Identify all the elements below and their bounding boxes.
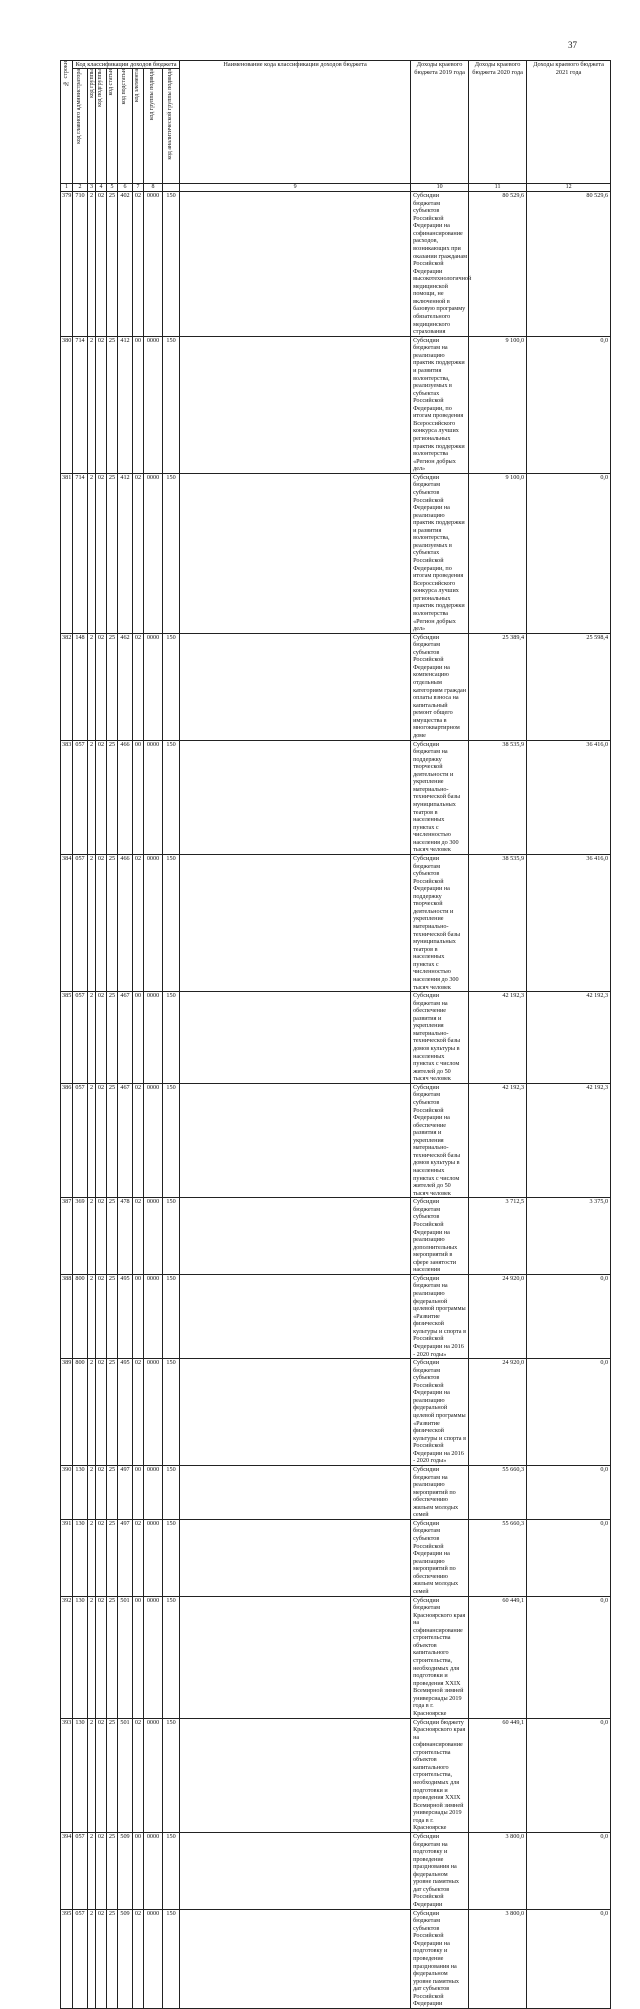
- income-name-cell: Субсидии бюджетам субъектов Российской Федерации на реализацию федеральной целевой программы «Развитие физической культуры и спорта в Российской Федерации на 2016 - 2020 годы»: [411, 1359, 469, 1466]
- row-number: 386: [61, 1083, 73, 1197]
- code-cell: 00: [133, 992, 144, 1084]
- row-number: 380: [61, 336, 73, 473]
- spacer-cell: [180, 1596, 411, 1718]
- code-cell: 2: [88, 1596, 96, 1718]
- row-number: 381: [61, 473, 73, 633]
- code-cell: 2: [88, 992, 96, 1084]
- code-cell: 130: [73, 1718, 88, 1832]
- value-2020-cell: 36 416,0: [527, 740, 611, 854]
- income-name-cell: Субсидии бюджетам на реализацию мероприятий по обеспечению жильем молодых семей: [411, 1465, 469, 1519]
- code-cell: 25: [107, 1465, 118, 1519]
- code-cell: 25: [107, 1832, 118, 1909]
- code-cell: 466: [118, 740, 133, 854]
- spacer-cell: [180, 1465, 411, 1519]
- code-col-header: код группы: [88, 69, 96, 184]
- code-cell: 150: [163, 473, 180, 633]
- code-cell: 02: [133, 1198, 144, 1275]
- table-row: [61, 1198, 611, 1275]
- code-cell: 2: [88, 1718, 96, 1832]
- row-number: 387: [61, 1198, 73, 1275]
- code-cell: 25: [107, 854, 118, 991]
- code-cell: 25: [107, 473, 118, 633]
- value-2020-cell: 0,0: [527, 1465, 611, 1519]
- code-cell: 02: [133, 1519, 144, 1596]
- code-cell: 25: [107, 633, 118, 740]
- income-name-cell: Субсидии бюджетам субъектов Российской Федерации на реализацию практик поддержки и развития волонтерства, реализуемых в субъектах Российской Федерации, по итогам проведения Всероссийского конкурса лучших региональных практик поддержки волонтерства «Регион добрых дел»: [411, 473, 469, 633]
- code-cell: 0000: [144, 1198, 163, 1275]
- row-number: 383: [61, 740, 73, 854]
- income-name-cell: Субсидии бюджетам Красноярского края на софинансирование строительства объектов капитального строительства, необходимых для подготовки и проведения XXIX Всемирной зимней универсиады 2019 года в г. Красноярске: [411, 1596, 469, 1718]
- code-cell: 130: [73, 1465, 88, 1519]
- code-cell: 130: [73, 1596, 88, 1718]
- code-group-header: Код классификации доходов бюджета: [73, 61, 180, 69]
- spacer-cell: [180, 192, 411, 337]
- value-2020-cell: 0,0: [527, 473, 611, 633]
- row-no-header: [61, 61, 73, 184]
- code-cell: 02: [96, 1519, 107, 1596]
- code-col-header: код статьи: [107, 69, 118, 184]
- code-cell: 150: [163, 1274, 180, 1358]
- code-cell: 509: [118, 1909, 133, 2008]
- income-name-cell: Субсидии бюджетам на поддержку творческой деятельности и укрепление материально-технической базы муниципальных театров в населенных пунктах с численностью населения до 300 тысяч человек: [411, 740, 469, 854]
- code-cell: 25: [107, 1198, 118, 1275]
- code-cell: 150: [163, 1718, 180, 1832]
- code-cell: 057: [73, 992, 88, 1084]
- code-cell: 25: [107, 1359, 118, 1466]
- code-cell: 0000: [144, 854, 163, 991]
- code-cell: 25: [107, 1909, 118, 2008]
- value-2019-cell: 42 192,3: [469, 992, 527, 1084]
- code-cell: 714: [73, 336, 88, 473]
- code-cell: 02: [96, 1274, 107, 1358]
- code-cell: 402: [118, 192, 133, 337]
- income-name-cell: Субсидии бюджетам субъектов Российской Федерации на поддержку творческой деятельности и укрепление материально-технической базы муниципальных театров в населенных пунктах с численностью населения до 300 тысяч человек: [411, 854, 469, 991]
- page-number: 37: [568, 40, 577, 50]
- code-cell: 057: [73, 1083, 88, 1197]
- value-2019-cell: 3 712,5: [469, 1198, 527, 1275]
- code-cell: 00: [133, 1274, 144, 1358]
- value-2020-cell: 0,0: [527, 1718, 611, 1832]
- spacer-cell: [180, 336, 411, 473]
- code-cell: 150: [163, 192, 180, 337]
- code-cell: 150: [163, 1519, 180, 1596]
- code-cell: 02: [96, 1083, 107, 1197]
- code-cell: 2: [88, 854, 96, 991]
- value-2020-cell: 36 416,0: [527, 854, 611, 991]
- row-number: 379: [61, 192, 73, 337]
- code-cell: 0000: [144, 740, 163, 854]
- code-cell: 150: [163, 1198, 180, 1275]
- value-2020-cell: 3 375,0: [527, 1198, 611, 1275]
- col-number: 8: [144, 184, 163, 192]
- spacer-cell: [180, 1519, 411, 1596]
- code-cell: 150: [163, 1083, 180, 1197]
- table-row: [61, 192, 611, 337]
- code-cell: 25: [107, 740, 118, 854]
- value-2020-cell: 0,0: [527, 1832, 611, 1909]
- code-cell: 02: [133, 1359, 144, 1466]
- table-row: [61, 1274, 611, 1358]
- table-row: [61, 1083, 611, 1197]
- value-2019-cell: 60 449,1: [469, 1596, 527, 1718]
- code-cell: 057: [73, 740, 88, 854]
- code-cell: 25: [107, 992, 118, 1084]
- code-cell: 0000: [144, 992, 163, 1084]
- value-2019-cell: 80 529,6: [469, 192, 527, 337]
- code-cell: 2: [88, 1198, 96, 1275]
- income-name-cell: Субсидии бюджетам субъектов Российской Федерации на подготовку и проведение празднования на федеральном уровне памятных дат субъектов Российской Федерации: [411, 1909, 469, 2008]
- code-cell: 00: [133, 1832, 144, 1909]
- code-cell: 2: [88, 473, 96, 633]
- row-number: 394: [61, 1832, 73, 1909]
- code-col-header: код главного администратора: [73, 69, 88, 184]
- year-2020-header: Доходы краевого бюджета 2020 года: [469, 61, 527, 184]
- code-cell: 02: [96, 473, 107, 633]
- code-cell: 02: [96, 633, 107, 740]
- code-cell: 25: [107, 1274, 118, 1358]
- code-cell: 714: [73, 473, 88, 633]
- table-row: [61, 992, 611, 1084]
- code-cell: 800: [73, 1274, 88, 1358]
- code-cell: 0000: [144, 633, 163, 740]
- value-2019-cell: 24 920,0: [469, 1274, 527, 1358]
- col-number: 2: [73, 184, 88, 192]
- code-cell: 02: [96, 854, 107, 991]
- value-2019-cell: 55 660,3: [469, 1465, 527, 1519]
- code-cell: 710: [73, 192, 88, 337]
- code-cell: 0000: [144, 1465, 163, 1519]
- code-cell: 02: [96, 336, 107, 473]
- column-numbers-row: [61, 184, 611, 192]
- code-cell: 00: [133, 1465, 144, 1519]
- row-number: 385: [61, 992, 73, 1084]
- code-cell: 02: [96, 992, 107, 1084]
- code-cell: 25: [107, 192, 118, 337]
- income-name-cell: Субсидии бюджетам субъектов Российской Федерации на реализацию мероприятий по обеспечению жильем молодых семей: [411, 1519, 469, 1596]
- code-cell: 2: [88, 1519, 96, 1596]
- col-number: 9: [180, 184, 411, 192]
- spacer-cell: [180, 1832, 411, 1909]
- table-row: [61, 336, 611, 473]
- code-cell: 369: [73, 1198, 88, 1275]
- income-name-cell: Субсидии бюджетам субъектов Российской Федерации на реализацию дополнительных мероприятий в сфере занятости населения: [411, 1198, 469, 1275]
- value-2020-cell: 0,0: [527, 336, 611, 473]
- code-cell: 02: [96, 1465, 107, 1519]
- value-2020-cell: 0,0: [527, 1519, 611, 1596]
- code-cell: 2: [88, 1083, 96, 1197]
- code-cell: 02: [133, 192, 144, 337]
- code-cell: 25: [107, 1718, 118, 1832]
- code-cell: 0000: [144, 1274, 163, 1358]
- code-cell: 2: [88, 633, 96, 740]
- code-cell: 02: [96, 740, 107, 854]
- table-row: [61, 1465, 611, 1519]
- code-cell: 150: [163, 1832, 180, 1909]
- value-2020-cell: 42 192,3: [527, 1083, 611, 1197]
- code-cell: 02: [96, 1909, 107, 2008]
- value-2020-cell: 80 529,6: [527, 192, 611, 337]
- code-cell: 25: [107, 336, 118, 473]
- spacer-cell: [180, 1909, 411, 2008]
- spacer-cell: [180, 992, 411, 1084]
- code-cell: 0000: [144, 1359, 163, 1466]
- table-row: [61, 1359, 611, 1466]
- spacer-cell: [180, 1274, 411, 1358]
- code-cell: 2: [88, 192, 96, 337]
- code-col-header: код подгруппы: [96, 69, 107, 184]
- code-col-header: код элемента: [133, 69, 144, 184]
- row-number: 388: [61, 1274, 73, 1358]
- header-row-1: [61, 61, 611, 69]
- code-cell: 0000: [144, 473, 163, 633]
- income-name-cell: Субсидии бюджетам субъектов Российской Федерации на обеспечение развития и укрепления материально-технической базы домов культуры в населенных пунктах с числом жителей до 50 тысяч человек: [411, 1083, 469, 1197]
- col-number: 12: [527, 184, 611, 192]
- year-2021-header: Доходы краевого бюджета 2021 года: [527, 61, 611, 184]
- code-cell: 02: [133, 1909, 144, 2008]
- code-cell: 412: [118, 336, 133, 473]
- code-cell: 00: [133, 336, 144, 473]
- code-cell: 467: [118, 1083, 133, 1197]
- code-cell: 497: [118, 1465, 133, 1519]
- code-cell: 509: [118, 1832, 133, 1909]
- spacer-cell: [180, 1083, 411, 1197]
- value-2019-cell: 24 920,0: [469, 1359, 527, 1466]
- col-number: 11: [469, 184, 527, 192]
- code-cell: 150: [163, 854, 180, 991]
- code-cell: 25: [107, 1519, 118, 1596]
- spacer-cell: [180, 740, 411, 854]
- code-cell: 02: [96, 1718, 107, 1832]
- value-2019-cell: 25 389,4: [469, 633, 527, 740]
- spacer-cell: [180, 1718, 411, 1832]
- code-cell: 495: [118, 1359, 133, 1466]
- value-2019-cell: 55 660,3: [469, 1519, 527, 1596]
- code-cell: 00: [133, 740, 144, 854]
- code-cell: 0000: [144, 192, 163, 337]
- code-cell: 25: [107, 1596, 118, 1718]
- code-cell: 2: [88, 1359, 96, 1466]
- value-2019-cell: 38 535,9: [469, 854, 527, 991]
- code-cell: 057: [73, 854, 88, 991]
- code-cell: 150: [163, 992, 180, 1084]
- code-cell: 02: [96, 1198, 107, 1275]
- code-cell: 466: [118, 854, 133, 991]
- code-cell: 150: [163, 633, 180, 740]
- income-name-cell: Субсидии бюджетам субъектов Российской Федерации на софинансирование расходов, возникающих при оказании гражданам Российской Федерации высокотехнологичной медицинской помощи, не включенной в базовую программу обязательного медицинского страхования: [411, 192, 469, 337]
- code-cell: 0000: [144, 1718, 163, 1832]
- code-cell: 501: [118, 1596, 133, 1718]
- code-cell: 02: [133, 1083, 144, 1197]
- spacer-cell: [180, 473, 411, 633]
- code-cell: 150: [163, 1465, 180, 1519]
- code-cell: 02: [96, 1832, 107, 1909]
- code-cell: 2: [88, 1274, 96, 1358]
- code-cell: 800: [73, 1359, 88, 1466]
- row-no-header-text: № строки: [62, 61, 69, 86]
- code-cell: 150: [163, 336, 180, 473]
- value-2020-cell: 0,0: [527, 1909, 611, 2008]
- table-row: [61, 473, 611, 633]
- value-2020-cell: 25 598,4: [527, 633, 611, 740]
- code-cell: 25: [107, 1083, 118, 1197]
- col-number: [163, 184, 180, 192]
- code-cell: 495: [118, 1274, 133, 1358]
- value-2020-cell: 0,0: [527, 1596, 611, 1718]
- row-number: 389: [61, 1359, 73, 1466]
- table-row: [61, 1909, 611, 2008]
- income-name-cell: Субсидии бюджету Красноярского края на софинансирование строительства объектов капитального строительства, необходимых для подготовки и проведения XXIX Всемирной зимней универсиады 2019 года в г. Красноярске: [411, 1718, 469, 1832]
- name-header: Наименование кода классификации доходов бюджета: [180, 61, 411, 184]
- row-number: 384: [61, 854, 73, 991]
- year-2019-header: Доходы краевого бюджета 2019 года: [411, 61, 469, 184]
- code-cell: 02: [96, 1596, 107, 1718]
- code-cell: 02: [133, 633, 144, 740]
- table-row: [61, 1718, 611, 1832]
- row-number: 392: [61, 1596, 73, 1718]
- income-name-cell: Субсидии бюджетам на реализацию федеральной целевой программы «Развитие физической культуры и спорта в Российской Федерации на 2016 - 2020 годы»: [411, 1274, 469, 1358]
- code-cell: 412: [118, 473, 133, 633]
- value-2020-cell: 42 192,3: [527, 992, 611, 1084]
- code-cell: 02: [133, 1718, 144, 1832]
- value-2019-cell: 9 100,0: [469, 336, 527, 473]
- value-2019-cell: 3 800,0: [469, 1909, 527, 2008]
- value-2020-cell: 0,0: [527, 1359, 611, 1466]
- col-number: 7: [133, 184, 144, 192]
- value-2019-cell: 9 100,0: [469, 473, 527, 633]
- code-cell: 150: [163, 1359, 180, 1466]
- code-cell: 150: [163, 740, 180, 854]
- code-cell: 02: [133, 473, 144, 633]
- table-row: [61, 1596, 611, 1718]
- value-2019-cell: 60 449,1: [469, 1718, 527, 1832]
- code-cell: 497: [118, 1519, 133, 1596]
- spacer-cell: [180, 1359, 411, 1466]
- code-cell: 2: [88, 1465, 96, 1519]
- col-number: 5: [107, 184, 118, 192]
- code-cell: 0000: [144, 336, 163, 473]
- code-cell: 0000: [144, 1083, 163, 1197]
- income-name-cell: Субсидии бюджетам субъектов Российской Федерации на компенсацию отдельным категориям граждан оплаты взноса на капитальный ремонт общего имущества в многоквартирном доме: [411, 633, 469, 740]
- code-cell: 2: [88, 1832, 96, 1909]
- income-name-cell: Субсидии бюджетам на подготовку и проведение празднования на федеральном уровне памятных дат субъектов Российской Федерации: [411, 1832, 469, 1909]
- code-cell: 150: [163, 1596, 180, 1718]
- code-cell: 0000: [144, 1519, 163, 1596]
- table-row: [61, 633, 611, 740]
- code-cell: 00: [133, 1596, 144, 1718]
- row-number: 393: [61, 1718, 73, 1832]
- code-cell: 2: [88, 336, 96, 473]
- code-cell: 02: [96, 1359, 107, 1466]
- income-name-cell: Субсидии бюджетам на реализацию практик поддержки и развития волонтерства, реализуемых в субъектах Российской Федерации, по итогам проведения Всероссийского конкурса лучших региональных практик поддержки волонтерства «Регион добрых дел»: [411, 336, 469, 473]
- value-2019-cell: 42 192,3: [469, 1083, 527, 1197]
- row-number: 395: [61, 1909, 73, 2008]
- value-2020-cell: 0,0: [527, 1274, 611, 1358]
- table-row: [61, 854, 611, 991]
- code-cell: 0000: [144, 1832, 163, 1909]
- value-2019-cell: 3 800,0: [469, 1832, 527, 1909]
- col-number: 4: [96, 184, 107, 192]
- spacer-cell: [180, 1198, 411, 1275]
- code-cell: 057: [73, 1832, 88, 1909]
- table-row: [61, 740, 611, 854]
- code-cell: 02: [96, 192, 107, 337]
- col-number: 6: [118, 184, 133, 192]
- budget-table: [60, 60, 611, 2009]
- spacer-cell: [180, 633, 411, 740]
- income-name-cell: Субсидии бюджетам на обеспечение развития и укрепления материально-технической базы домов культуры в населенных пунктах с числом жителей до 50 тысяч человек: [411, 992, 469, 1084]
- spacer-cell: [180, 854, 411, 991]
- table-body: [61, 192, 611, 2009]
- code-cell: 467: [118, 992, 133, 1084]
- code-cell: 02: [133, 854, 144, 991]
- code-cell: 150: [163, 1909, 180, 2008]
- row-number: 382: [61, 633, 73, 740]
- code-cell: 2: [88, 740, 96, 854]
- code-cell: 501: [118, 1718, 133, 1832]
- code-col-header: код подстатьи: [118, 69, 133, 184]
- table-row: [61, 1519, 611, 1596]
- code-cell: 462: [118, 633, 133, 740]
- col-number: 1: [61, 184, 73, 192]
- col-number: 3: [88, 184, 96, 192]
- col-number: 10: [411, 184, 469, 192]
- value-2019-cell: 38 535,9: [469, 740, 527, 854]
- table-row: [61, 1832, 611, 1909]
- code-cell: 2: [88, 1909, 96, 2008]
- code-col-header: код аналитической группы подвида: [163, 69, 180, 184]
- row-number: 391: [61, 1519, 73, 1596]
- code-col-header: код группы подвида: [144, 69, 163, 184]
- code-cell: 0000: [144, 1909, 163, 2008]
- code-cell: 057: [73, 1909, 88, 2008]
- code-cell: 130: [73, 1519, 88, 1596]
- code-cell: 478: [118, 1198, 133, 1275]
- code-cell: 148: [73, 633, 88, 740]
- row-number: 390: [61, 1465, 73, 1519]
- code-cell: 0000: [144, 1596, 163, 1718]
